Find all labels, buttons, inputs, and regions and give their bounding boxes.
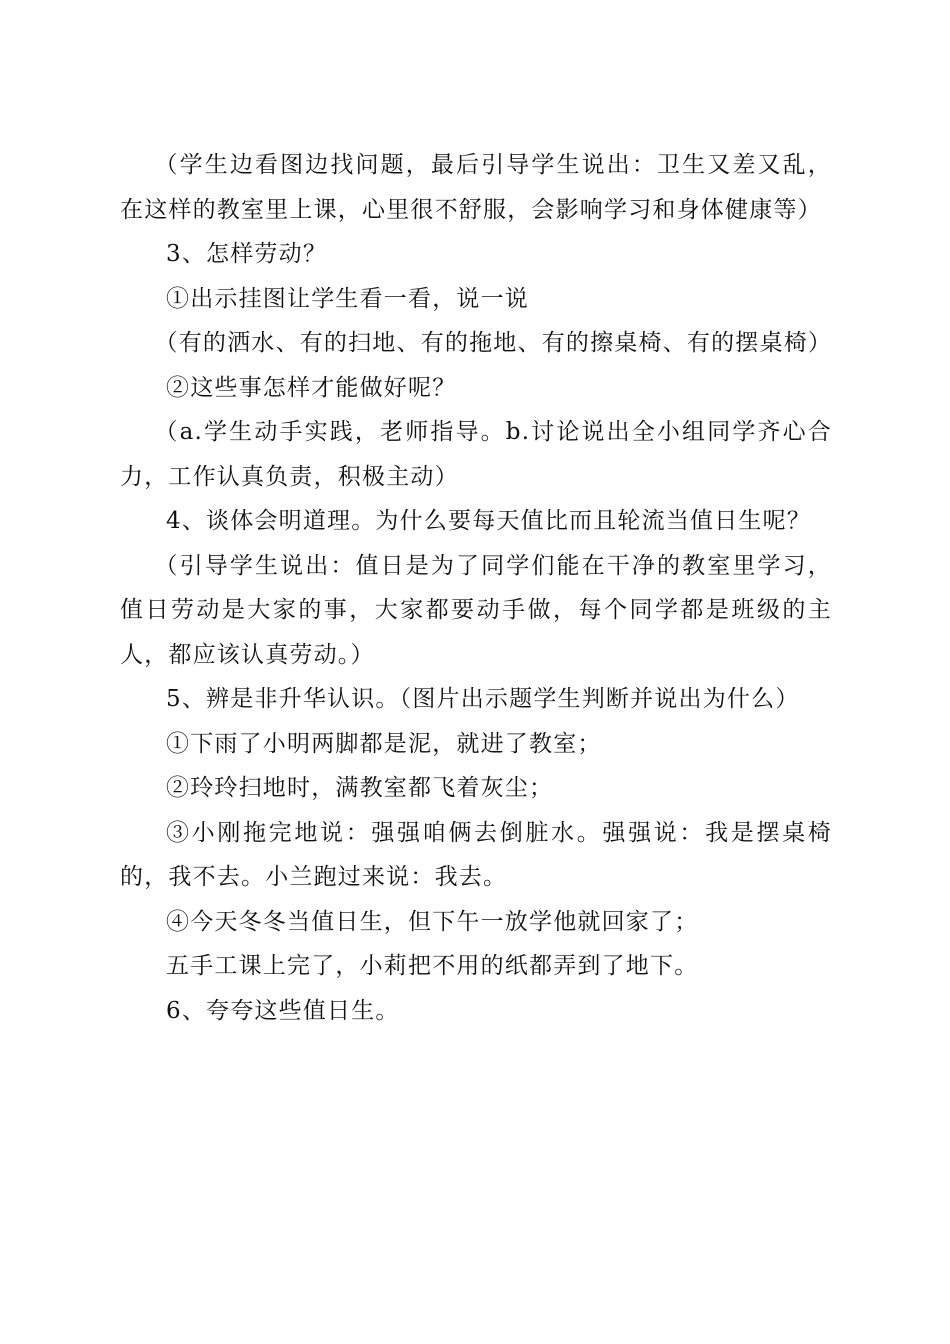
document-body (120, 143, 832, 1033)
paragraph-tasks-list: （有的洒水、有的扫地、有的拖地、有的擦桌椅、有的摆桌椅） (154, 330, 833, 356)
item-xiaoming: ①下雨了小明两脚都是泥，就进了教室； (166, 730, 602, 757)
paragraph-practice-discussion: （a.学生动手实践，老师指导。b.讨论说出全小组同学齐心合力，工作认真负责，积极主动） (120, 419, 832, 490)
paragraph-discussion-answer: （学生边看图边找问题，最后引导学生说出：卫生又差又乱，在这样的教室里上课，心里很不舒服，会影响学习和身体健康等） (120, 152, 832, 223)
item-xiaogang: ③小刚拖完地说：强强咱俩去倒脏水。强强说：我是摆桌椅的，我不去。小兰跑过来说：我去。 (120, 819, 832, 890)
item-show-picture: ①出示挂图让学生看一看，说一说 (166, 285, 529, 312)
item-lingling: ②玲玲扫地时，满教室都飞着灰尘； (166, 775, 554, 801)
heading-how-to-work: 3、怎样劳动？ (166, 241, 328, 267)
heading-praise-students: 6、夸夸这些值日生。 (166, 997, 400, 1024)
item-dongdong: ④今天冬冬当值日生，但下午一放学他就回家了； (166, 908, 699, 935)
item-how-to-do-well: ②这些事怎样才能做好呢？ (166, 374, 457, 401)
paragraph-guide-students: （引导学生说出：值日是为了同学们能在干净的教室里学习，值日劳动是大家的事，大家都要动手做，每个同学都是班级的主人，都应该认真劳动。） (120, 552, 832, 668)
heading-right-and-wrong: 5、辨是非升华认识。（图片出示题学生判断并说出为什么） (166, 686, 800, 712)
item-xiaoli: 五手工课上完了，小莉把不用的纸都弄到了地下。 (166, 953, 699, 979)
heading-understand-reason: 4、谈体会明道理。为什么要每天值比而且轮流当值日生呢？ (166, 508, 812, 534)
